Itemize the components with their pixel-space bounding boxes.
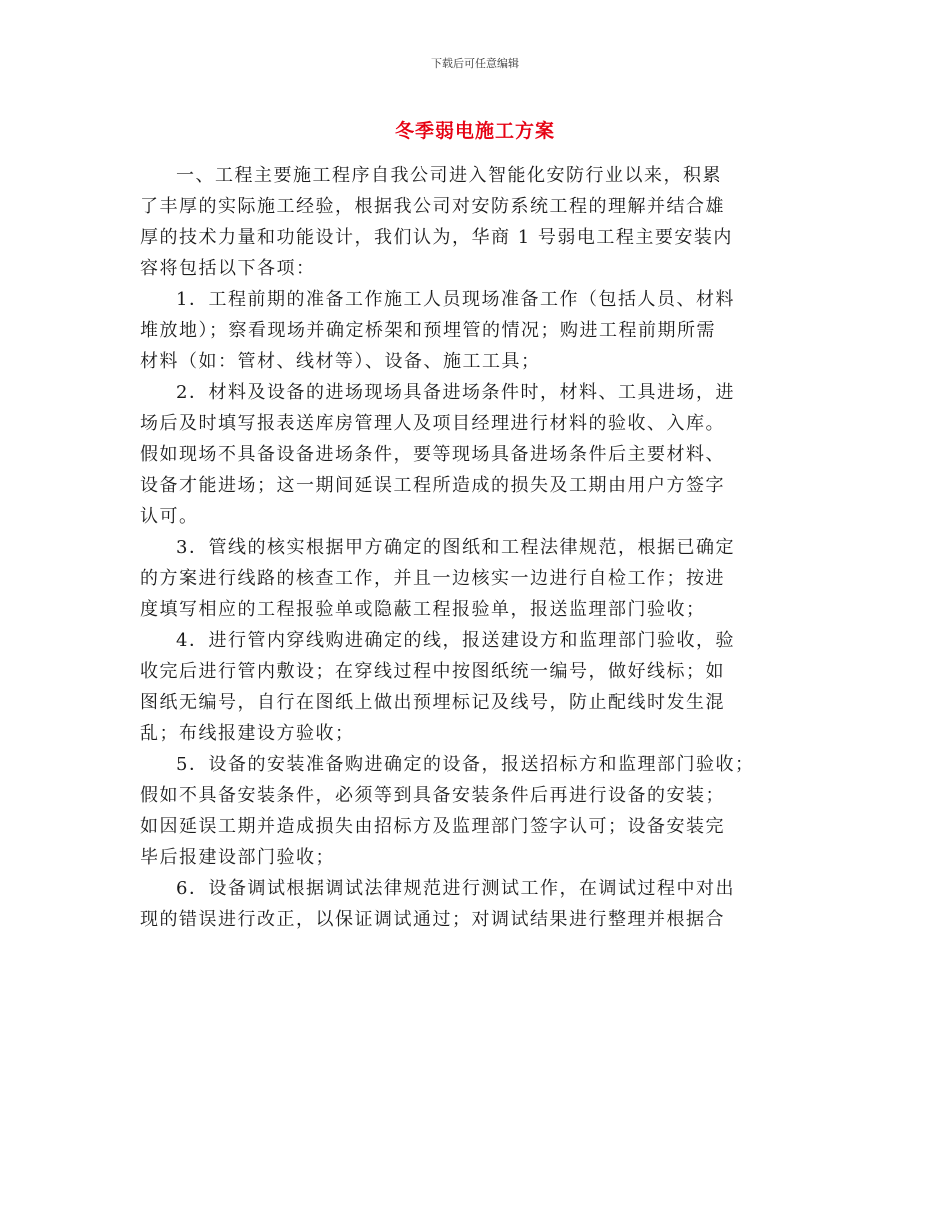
paragraph-item-6 <box>140 873 812 935</box>
paragraph-line: 如因延误工期并造成损失由招标方及监理部门签字认可；设备安装完 <box>140 816 725 837</box>
paragraph-item-4 <box>140 625 812 749</box>
paragraph-line: 假如不具备安装条件，必须等到具备安装条件后再进行设备的安装； <box>140 785 725 806</box>
paragraph-intro <box>140 160 812 284</box>
paragraph-line: 2．材料及设备的进场现场具备进场条件时，材料、工具进场，进 <box>176 382 735 403</box>
paragraph-line: 设备才能进场；这一期间延误工程所造成的损失及工期由用户方签字 <box>140 475 725 496</box>
paragraph-line: 认可。 <box>140 506 199 527</box>
paragraph-item-3 <box>140 532 812 625</box>
paragraph-line: 堆放地）；察看现场并确定桥架和预埋管的情况；购进工程前期所需 <box>140 320 716 341</box>
document-title: 冬季弱电施工方案 <box>394 120 555 142</box>
paragraph-line: 乱；布线报建设方验收； <box>140 723 355 744</box>
header-note: 下载后可任意编辑 <box>431 57 519 70</box>
paragraph-item-1 <box>140 284 812 377</box>
paragraph-item-5 <box>140 749 812 873</box>
paragraph-line: 1．工程前期的准备工作施工人员现场准备工作（包括人员、材料 <box>176 289 735 310</box>
document-body <box>140 160 812 935</box>
paragraph-line: 度填写相应的工程报验单或隐蔽工程报验单，报送监理部门验收； <box>140 599 706 620</box>
paragraph-line: 厚的技术力量和功能设计，我们认为，华商 1 号弱电工程主要安装内 <box>140 227 733 248</box>
paragraph-line: 一、工程主要施工程序自我公司进入智能化安防行业以来，积累 <box>176 165 722 186</box>
paragraph-line: 假如现场不具备设备进场条件，要等现场具备进场条件后主要材料、 <box>140 444 725 465</box>
paragraph-line: 材料（如：管材、线材等）、设备、施工工具； <box>140 351 541 372</box>
paragraph-line: 容将包括以下各项： <box>140 258 316 279</box>
paragraph-line: 5．设备的安装准备购进确定的设备，报送招标方和监理部门验收； <box>176 754 755 775</box>
paragraph-line: 3．管线的核实根据甲方确定的图纸和工程法律规范，根据已确定 <box>176 537 735 558</box>
paragraph-line: 图纸无编号，自行在图纸上做出预埋标记及线号，防止配线时发生混 <box>140 692 725 713</box>
paragraph-line: 现的错误进行改正，以保证调试通过；对调试结果进行整理并根据合 <box>140 909 725 930</box>
paragraph-line: 6．设备调试根据调试法律规范进行测试工作，在调试过程中对出 <box>176 878 735 899</box>
paragraph-line: 场后及时填写报表送库房管理人及项目经理进行材料的验收、入库。 <box>140 413 725 434</box>
paragraph-line: 的方案进行线路的核查工作，并且一边核实一边进行自检工作；按进 <box>140 568 725 589</box>
paragraph-item-2 <box>140 377 812 532</box>
paragraph-line: 毕后报建设部门验收； <box>140 847 335 868</box>
paragraph-line: 4．进行管内穿线购进确定的线，报送建设方和监理部门验收，验 <box>176 630 735 651</box>
paragraph-line: 收完后进行管内敷设；在穿线过程中按图纸统一编号，做好线标；如 <box>140 661 725 682</box>
paragraph-line: 了丰厚的实际施工经验，根据我公司对安防系统工程的理解并结合雄 <box>140 196 725 217</box>
